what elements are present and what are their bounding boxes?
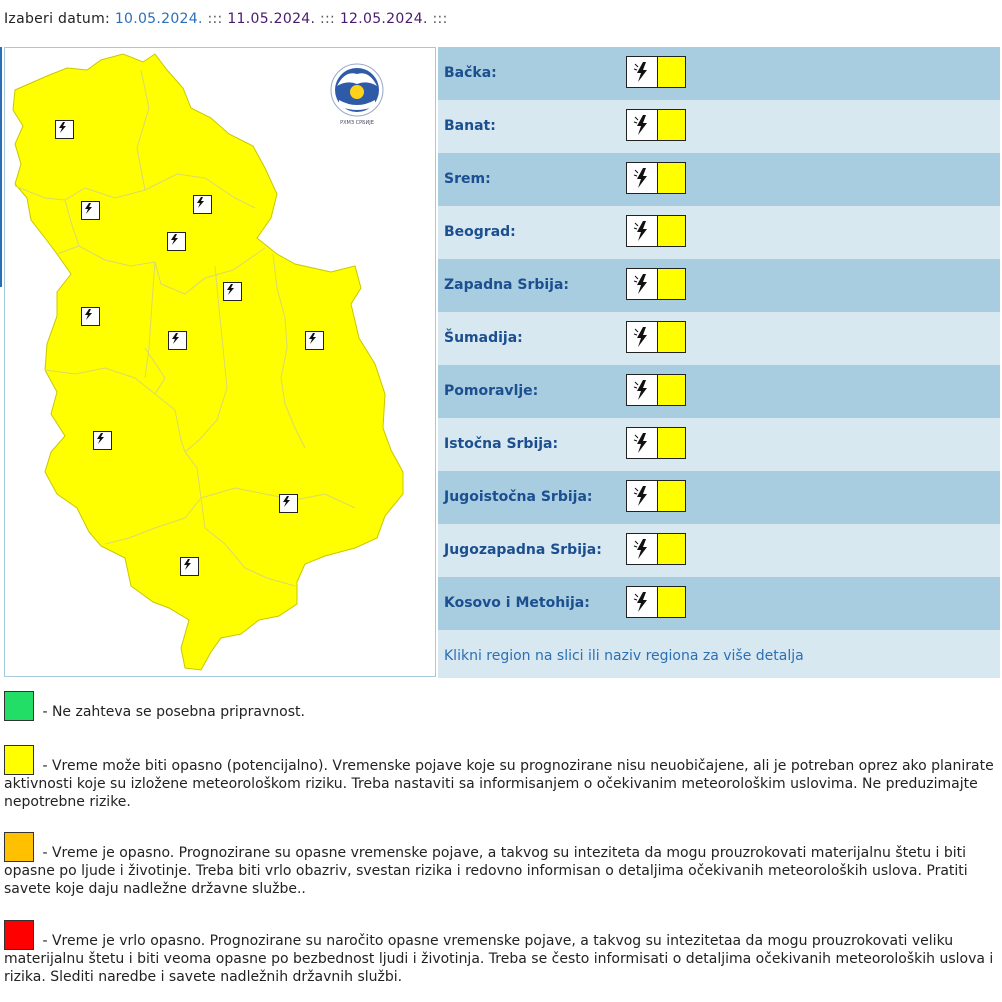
thunderstorm-icon <box>627 481 658 511</box>
warning-indicator[interactable] <box>626 215 686 247</box>
date-link-3[interactable]: 12.05.2024. <box>339 11 428 27</box>
warning-level-yellow <box>658 534 685 564</box>
region-name[interactable]: Banat: <box>444 118 496 134</box>
thunderstorm-icon <box>627 269 658 299</box>
warning-level-yellow <box>658 428 685 458</box>
left-accent-line <box>0 47 2 287</box>
warning-indicator[interactable] <box>626 56 686 88</box>
date-separator: ::: <box>207 11 223 27</box>
map-thunderstorm-icon[interactable] <box>81 307 100 326</box>
warning-indicator[interactable] <box>626 374 686 406</box>
warning-indicator[interactable] <box>626 321 686 353</box>
warning-indicator[interactable] <box>626 533 686 565</box>
region-row-srem[interactable] <box>438 153 1000 206</box>
map-thunderstorm-icon[interactable] <box>81 201 100 220</box>
thunderstorm-icon <box>627 57 658 87</box>
map-thunderstorm-icon[interactable] <box>167 232 186 251</box>
click-hint-text: Klikni region na slici ili naziv regiona za više detalja <box>444 648 804 664</box>
warning-level-yellow <box>658 110 685 140</box>
warning-indicator[interactable] <box>626 480 686 512</box>
date-separator: ::: <box>432 11 448 27</box>
thunderstorm-icon <box>627 322 658 352</box>
warning-indicator[interactable] <box>626 109 686 141</box>
map-thunderstorm-icon[interactable] <box>193 195 212 214</box>
map-thunderstorm-icon[interactable] <box>279 494 298 513</box>
legend-text: - Ne zahteva se posebna pripravnost. <box>38 704 305 720</box>
region-row-banat[interactable] <box>438 100 1000 153</box>
date-selector <box>4 11 448 27</box>
legend-item-red <box>4 920 998 986</box>
region-row-istocna-srbija[interactable] <box>438 418 1000 471</box>
region-name[interactable]: Beograd: <box>444 224 516 240</box>
region-table <box>438 47 1000 678</box>
region-name[interactable]: Pomoravlje: <box>444 383 539 399</box>
region-row-jugoistocna-srbija[interactable] <box>438 471 1000 524</box>
date-link-1[interactable]: 10.05.2024. <box>114 11 203 27</box>
thunderstorm-icon <box>627 428 658 458</box>
logo-text: РХМЗ СРБИЈЕ <box>340 120 374 126</box>
date-link-2[interactable]: 11.05.2024. <box>227 11 316 27</box>
thunderstorm-icon <box>627 534 658 564</box>
region-name[interactable]: Zapadna Srbija: <box>444 277 570 293</box>
map-region-shape[interactable] <box>13 54 403 670</box>
region-name[interactable]: Bačka: <box>444 65 497 81</box>
date-label: Izaberi datum: <box>4 11 111 27</box>
region-name[interactable]: Kosovo i Metohija: <box>444 595 590 611</box>
region-row-beograd[interactable] <box>438 206 1000 259</box>
thunderstorm-icon <box>627 375 658 405</box>
warning-level-yellow <box>658 375 685 405</box>
map-thunderstorm-icon[interactable] <box>168 331 187 350</box>
date-separator: ::: <box>320 11 336 27</box>
region-row-zapadna-srbija[interactable] <box>438 259 1000 312</box>
warning-indicator[interactable] <box>626 427 686 459</box>
thunderstorm-icon <box>627 110 658 140</box>
thunderstorm-icon <box>627 163 658 193</box>
region-name[interactable]: Srem: <box>444 171 491 187</box>
legend-item-yellow <box>4 745 998 811</box>
thunderstorm-icon <box>627 587 658 617</box>
warning-level-yellow <box>658 57 685 87</box>
warning-level-yellow <box>658 269 685 299</box>
legend-item-green <box>4 691 998 721</box>
region-row-pomoravlje[interactable] <box>438 365 1000 418</box>
region-row-kosovo-i-metohija[interactable] <box>438 577 1000 630</box>
legend-swatch-yellow <box>4 745 34 775</box>
warning-indicator[interactable] <box>626 268 686 300</box>
region-row-backa[interactable] <box>438 47 1000 100</box>
warning-level-yellow <box>658 587 685 617</box>
region-name[interactable]: Jugozapadna Srbija: <box>444 542 602 558</box>
map-thunderstorm-icon[interactable] <box>223 282 242 301</box>
warning-level-yellow <box>658 216 685 246</box>
legend-text: - Vreme je opasno. Prognozirane su opasne vremenske pojave, a takvog su inteziteta da mogu prouzrokovati materijalnu štetu i biti opasne po ljude i životinje. Treba biti vrlo obazriv, svestan rizika i redovno informisan o detaljima očekivanih meteoroloških uslova. Pratiti savete koje daju nadležne državne službe.. <box>4 845 968 897</box>
region-row-sumadija[interactable] <box>438 312 1000 365</box>
map-thunderstorm-icon[interactable] <box>93 431 112 450</box>
thunderstorm-icon <box>627 216 658 246</box>
legend-swatch-red <box>4 920 34 950</box>
legend-text: - Vreme je vrlo opasno. Prognozirane su naročito opasne vremenske pojave, a takvog su intezitetaa da mogu prouzrokovati veliku materijalnu štetu i biti veoma opasne po bezbednost ljudi i životinja. Treba se često informisati o detaljima očekivanih meteoroloških uslova i rizika. Slediti naredbe i savete nadležnih državnih službi. <box>4 933 994 985</box>
legend-swatch-orange <box>4 832 34 862</box>
warning-indicator[interactable] <box>626 586 686 618</box>
legend-text: - Vreme može biti opasno (potencijalno). Vremenske pojave koje su prognozirane nisu neuobičajene, ali je potreban oprez ako planirate aktivnosti koje su izložene meteorološkom riziku. Treba nastaviti sa informisanjem o očekivanim meteorološkim uslovima. Ne preduzimajte nepotrebne rizike. <box>4 758 994 810</box>
warning-indicator[interactable] <box>626 162 686 194</box>
region-name[interactable]: Istočna Srbija: <box>444 436 559 452</box>
region-name[interactable]: Jugoistočna Srbija: <box>444 489 593 505</box>
warning-level-yellow <box>658 322 685 352</box>
map-thunderstorm-icon[interactable] <box>180 557 199 576</box>
warning-level-yellow <box>658 163 685 193</box>
region-name[interactable]: Šumadija: <box>444 330 523 346</box>
legend-swatch-green <box>4 691 34 721</box>
click-hint-row <box>438 630 1000 678</box>
region-row-jugozapadna-srbija[interactable] <box>438 524 1000 577</box>
map-svg[interactable] <box>5 48 435 676</box>
map-thunderstorm-icon[interactable] <box>305 331 324 350</box>
warning-level-yellow <box>658 481 685 511</box>
map-thunderstorm-icon[interactable] <box>55 120 74 139</box>
map-logo <box>331 64 383 126</box>
legend-item-orange <box>4 832 998 898</box>
serbia-map[interactable] <box>4 47 436 677</box>
